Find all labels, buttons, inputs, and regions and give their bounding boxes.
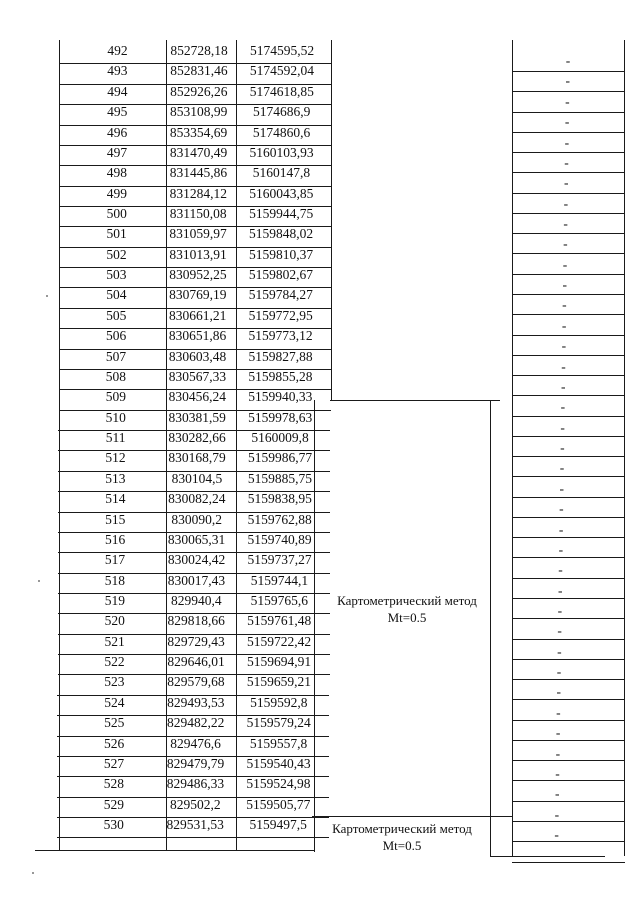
x-coordinate: 830090,2 bbox=[171, 511, 223, 527]
x-coordinate: 829531,53 bbox=[166, 817, 224, 832]
point-number: 530 bbox=[103, 817, 124, 832]
point-number: 512 bbox=[105, 450, 126, 466]
y-coordinate: 5159986,77 bbox=[247, 450, 313, 466]
dash-cell: - bbox=[557, 582, 563, 598]
x-coordinate: 829818,66 bbox=[167, 613, 225, 629]
point-number: 516 bbox=[104, 531, 126, 547]
y-coordinate: 5159744,1 bbox=[250, 572, 309, 588]
y-coordinate: 5159885,75 bbox=[247, 470, 312, 486]
dash-cell: - bbox=[562, 277, 567, 292]
y-coordinate: 5159838,95 bbox=[247, 491, 312, 507]
point-number: 524 bbox=[104, 694, 125, 710]
dash-cell: - bbox=[557, 623, 562, 639]
x-coordinate: 829493,53 bbox=[167, 694, 225, 710]
x-coordinate: 830024,42 bbox=[167, 552, 226, 568]
y-coordinate: 5159659,21 bbox=[246, 674, 311, 690]
x-coordinate: 830603,48 bbox=[168, 348, 227, 364]
x-coordinate: 830456,24 bbox=[168, 389, 226, 405]
dash-cell: - bbox=[562, 256, 568, 272]
dash-cell: - bbox=[559, 460, 565, 476]
x-coordinate: 831445,86 bbox=[169, 165, 228, 181]
y-coordinate: 5159810,37 bbox=[248, 246, 314, 262]
scan-speck bbox=[38, 580, 40, 582]
dash-cell: - bbox=[558, 521, 564, 537]
x-coordinate: 830381,59 bbox=[168, 409, 226, 425]
x-coordinate: 829940,4 bbox=[171, 592, 222, 608]
dash-cell: - bbox=[565, 73, 570, 89]
point-number: 497 bbox=[106, 144, 128, 160]
scan-speck bbox=[32, 872, 34, 874]
point-number: 509 bbox=[105, 389, 126, 405]
dash-cell: - bbox=[563, 175, 569, 191]
y-coordinate: 5159848,02 bbox=[249, 226, 314, 242]
dash-cell: - bbox=[561, 338, 567, 354]
dash-cell: - bbox=[557, 602, 563, 618]
point-number: 523 bbox=[104, 674, 125, 690]
method-note-2-mt: Mt=0.5 bbox=[382, 838, 422, 853]
dash-cell: - bbox=[557, 643, 562, 659]
dash-cell: - bbox=[563, 195, 569, 211]
point-number: 514 bbox=[105, 491, 126, 507]
col-border-left bbox=[59, 40, 60, 850]
y-coordinate: 5159540,43 bbox=[246, 755, 311, 771]
point-number: 517 bbox=[104, 552, 126, 568]
table-bottom-border bbox=[490, 856, 605, 857]
dash-cell: - bbox=[555, 725, 561, 741]
y-coordinate: 5159505,77 bbox=[246, 796, 311, 812]
dash-row-divider bbox=[512, 862, 625, 863]
y-coordinate: 5174595,52 bbox=[249, 43, 315, 58]
x-coordinate: 830952,25 bbox=[169, 267, 227, 282]
point-number: 508 bbox=[105, 368, 127, 384]
dash-cell: - bbox=[554, 827, 559, 842]
y-coordinate: 5174860,6 bbox=[252, 124, 311, 140]
y-coordinate: 5160103,93 bbox=[249, 144, 314, 160]
x-coordinate: 852831,46 bbox=[170, 63, 228, 79]
y-coordinate: 5159694,91 bbox=[246, 654, 312, 669]
y-coordinate: 5174592,04 bbox=[249, 63, 314, 79]
dash-cell: - bbox=[556, 684, 561, 700]
x-coordinate: 831013,91 bbox=[169, 246, 227, 262]
y-coordinate: 5159524,98 bbox=[246, 776, 311, 792]
x-coordinate: 831150,08 bbox=[169, 205, 227, 221]
dash-cell: - bbox=[555, 765, 560, 781]
x-coordinate: 853354,69 bbox=[169, 124, 228, 140]
dash-cell: - bbox=[560, 378, 566, 394]
y-coordinate: 5159784,27 bbox=[248, 287, 313, 303]
dash-cell: - bbox=[563, 236, 568, 252]
method-note-2 bbox=[312, 820, 492, 854]
point-number: 501 bbox=[106, 226, 127, 242]
point-number: 493 bbox=[107, 63, 128, 79]
dash-cell: - bbox=[560, 399, 566, 415]
dash-cell: - bbox=[565, 93, 570, 109]
point-number: 527 bbox=[103, 755, 125, 771]
point-number: 498 bbox=[106, 165, 128, 181]
x-coordinate: 830769,19 bbox=[169, 287, 227, 303]
point-number: 499 bbox=[106, 185, 127, 201]
point-number: 525 bbox=[104, 715, 125, 731]
y-coordinate: 5174618,85 bbox=[249, 83, 314, 99]
col-border-right bbox=[624, 40, 625, 856]
point-number: 522 bbox=[104, 654, 125, 669]
point-number: 526 bbox=[103, 735, 125, 751]
x-coordinate: 830567,33 bbox=[168, 368, 227, 384]
col-border-method-dash bbox=[490, 400, 491, 856]
y-coordinate: 5159557,8 bbox=[249, 735, 308, 751]
x-coordinate: 852728,18 bbox=[170, 43, 228, 58]
y-coordinate: 5159802,67 bbox=[248, 267, 313, 282]
method-note-1-mt: Mt=0.5 bbox=[387, 610, 427, 625]
point-number: 529 bbox=[103, 796, 124, 812]
dash-cell: - bbox=[554, 806, 560, 822]
y-coordinate: 5160043,85 bbox=[249, 185, 314, 201]
x-coordinate: 830104,5 bbox=[171, 470, 223, 486]
dash-cell: - bbox=[554, 786, 560, 802]
table-bottom-border bbox=[35, 850, 315, 851]
point-number: 520 bbox=[104, 613, 125, 629]
point-number: 528 bbox=[103, 776, 125, 792]
dash-cell: - bbox=[556, 704, 561, 720]
point-number: 506 bbox=[105, 328, 127, 344]
x-coordinate: 831470,49 bbox=[169, 144, 228, 160]
dash-cell: - bbox=[559, 501, 564, 517]
dash-cell: - bbox=[564, 114, 570, 130]
point-number: 511 bbox=[105, 430, 126, 445]
y-coordinate: 5159497,5 bbox=[249, 817, 307, 832]
y-coordinate: 5159773,12 bbox=[248, 328, 313, 344]
row-divider bbox=[57, 837, 329, 838]
y-coordinate: 5159722,42 bbox=[247, 633, 312, 649]
dash-cell: - bbox=[562, 297, 567, 313]
y-coordinate: 5159765,6 bbox=[250, 592, 308, 608]
x-coordinate: 852926,26 bbox=[170, 83, 228, 99]
y-coordinate: 5159579,24 bbox=[246, 715, 311, 731]
point-number: 505 bbox=[106, 307, 127, 323]
dash-cell: - bbox=[564, 134, 570, 150]
x-coordinate: 830017,43 bbox=[167, 572, 226, 588]
point-number: 513 bbox=[105, 470, 126, 486]
x-coordinate: 830065,31 bbox=[167, 531, 226, 547]
x-coordinate: 853108,99 bbox=[170, 104, 228, 120]
dash-cell: - bbox=[556, 664, 562, 679]
dash-cell: - bbox=[565, 53, 571, 68]
y-coordinate: 5160147,8 bbox=[252, 165, 311, 181]
y-coordinate: 5159737,27 bbox=[247, 552, 312, 568]
x-coordinate: 830651,86 bbox=[168, 328, 227, 344]
point-number: 504 bbox=[106, 287, 127, 303]
y-coordinate: 5159940,33 bbox=[248, 389, 313, 405]
method-note-2-name: Картометрический метод bbox=[332, 821, 472, 836]
x-coordinate: 831059,97 bbox=[169, 226, 227, 242]
point-number: 500 bbox=[106, 205, 127, 221]
dash-cell: - bbox=[558, 562, 563, 578]
point-number: 515 bbox=[105, 511, 126, 527]
method-note-1 bbox=[312, 592, 502, 626]
x-coordinate: 829579,68 bbox=[167, 674, 225, 690]
x-coordinate: 829729,43 bbox=[167, 633, 225, 649]
method-block-divider bbox=[312, 816, 512, 817]
point-number: 492 bbox=[107, 43, 128, 58]
point-number: 502 bbox=[106, 246, 127, 262]
x-coordinate: 829482,22 bbox=[167, 715, 225, 731]
y-coordinate: 5159855,28 bbox=[248, 368, 313, 384]
y-coordinate: 5160009,8 bbox=[251, 430, 309, 445]
point-number: 507 bbox=[105, 348, 127, 364]
x-coordinate: 829646,01 bbox=[167, 654, 225, 669]
x-coordinate: 830282,66 bbox=[168, 430, 226, 445]
method-note-1-name: Картометрический метод bbox=[337, 593, 477, 608]
y-coordinate: 5159762,88 bbox=[247, 511, 312, 527]
y-coordinate: 5159772,95 bbox=[248, 307, 313, 323]
dash-cell: - bbox=[560, 440, 565, 455]
method-block-divider bbox=[330, 400, 500, 401]
dash-cell: - bbox=[559, 480, 564, 496]
y-coordinate: 5159740,89 bbox=[247, 531, 312, 547]
point-number: 519 bbox=[104, 592, 125, 608]
x-coordinate: 830661,21 bbox=[169, 307, 227, 323]
point-number: 503 bbox=[106, 267, 127, 282]
y-coordinate: 5159944,75 bbox=[249, 205, 314, 221]
x-coordinate: 829476,6 bbox=[170, 735, 221, 751]
point-number: 518 bbox=[104, 572, 126, 588]
x-coordinate: 829502,2 bbox=[170, 796, 221, 812]
y-coordinate: 5174686,9 bbox=[253, 104, 311, 120]
x-coordinate: 830168,79 bbox=[168, 450, 226, 466]
dash-cell: - bbox=[561, 358, 566, 374]
point-number: 521 bbox=[104, 633, 125, 649]
y-coordinate: 5159827,88 bbox=[248, 348, 313, 364]
dash-cell: - bbox=[555, 745, 561, 761]
x-coordinate: 830082,24 bbox=[168, 491, 226, 507]
point-number: 496 bbox=[106, 124, 128, 140]
y-coordinate: 5159978,63 bbox=[248, 409, 313, 425]
dash-cell: - bbox=[558, 541, 564, 557]
x-coordinate: 829486,33 bbox=[166, 776, 225, 792]
scan-speck bbox=[46, 295, 48, 297]
point-number: 494 bbox=[107, 83, 128, 99]
dash-cell: - bbox=[563, 215, 568, 231]
dash-cell: - bbox=[560, 419, 565, 435]
point-number: 510 bbox=[105, 409, 126, 425]
y-coordinate: 5159592,8 bbox=[250, 694, 308, 710]
x-coordinate: 829479,79 bbox=[166, 755, 225, 771]
y-coordinate: 5159761,48 bbox=[247, 613, 312, 629]
dash-cell: - bbox=[561, 317, 567, 333]
x-coordinate: 831284,12 bbox=[169, 185, 227, 201]
dash-cell: - bbox=[564, 154, 569, 170]
point-number: 495 bbox=[107, 104, 128, 120]
